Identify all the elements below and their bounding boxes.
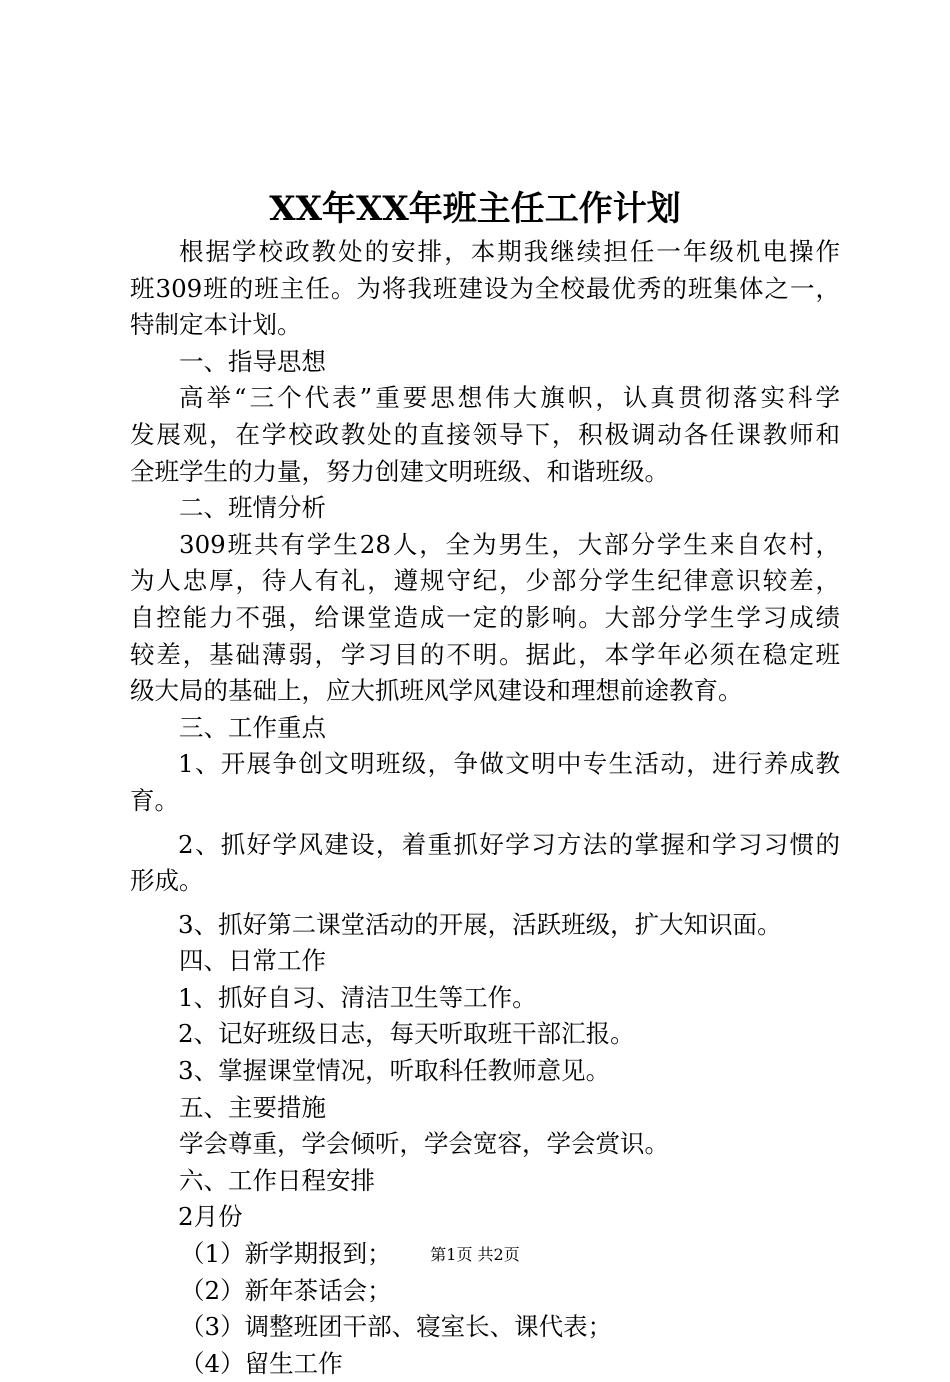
paragraph-line: 班309班的班主任。为将我班建设为全校最优秀的班集体之一， <box>130 273 840 303</box>
document-body <box>130 234 840 1382</box>
paragraph-line: 根据学校政教处的安排，本期我继续担任一年级机电操作 <box>179 237 840 266</box>
paragraph-line: 级大局的基础上，应大抓班风学风建设和理想前途教育。 <box>130 676 743 706</box>
list-item-line: 1、开展争创文明班级，争做文明中专生活动，进行养成教 <box>178 749 840 779</box>
paragraph-line: 309班共有学生28人，全为男生，大部分学生来自农村， <box>179 529 840 559</box>
section-heading: 二、班情分析 <box>179 493 326 523</box>
section-heading: 四、日常工作 <box>179 946 326 976</box>
list-item-line: 2、抓好学风建设，着重抓好学习方法的掌握和学习习惯的 <box>178 829 840 859</box>
list-item-line: 形成。 <box>130 866 204 896</box>
list-item-line: 3、抓好第二课堂活动的开展，活跃班级，扩大知识面。 <box>178 909 782 939</box>
schedule-item: （1）新学期报到； <box>180 1239 392 1269</box>
paragraph-line: 较差，基础薄弱，学习目的不明。据此，本学年必须在稳定班 <box>130 639 840 669</box>
page-footer: 第1页 共2页 <box>430 1245 520 1264</box>
schedule-item: （4）留生工作 <box>180 1348 343 1378</box>
page-title: XX年XX年班主任工作计划 <box>269 189 681 229</box>
paragraph-line: 全班学生的力量，努力创建文明班级、和谐班级。 <box>130 456 669 486</box>
section-heading: 五、主要措施 <box>179 1092 326 1122</box>
section-heading: 一、指导思想 <box>179 346 326 376</box>
list-item-line: 1、抓好自习、清洁卫生等工作。 <box>178 982 537 1012</box>
month-label: 2月份 <box>178 1202 243 1232</box>
list-item-line: 2、记好班级日志，每天听取班干部汇报。 <box>178 1019 635 1049</box>
list-item-line: 育。 <box>130 785 179 815</box>
paragraph-line: 自控能力不强，给课堂造成一定的影响。大部分学生学习成绩 <box>130 602 840 632</box>
paragraph-line: 学会尊重，学会倾听，学会宽容，学会赏识。 <box>179 1129 669 1159</box>
paragraph-line: 发展观，在学校政教处的直接领导下，积极调动各任课教师和 <box>130 419 840 449</box>
paragraph-line: 特制定本计划。 <box>130 310 302 340</box>
schedule-item: （3）调整班团干部、寝室长、课代表； <box>180 1312 613 1342</box>
section-heading: 三、工作重点 <box>179 712 326 742</box>
list-item-line: 3、掌握课堂情况，听取科任教师意见。 <box>178 1056 611 1086</box>
paragraph-line: 为人忠厚，待人有礼，遵规守纪，少部分学生纪律意识较差， <box>130 566 840 596</box>
schedule-item: （2）新年茶话会； <box>180 1275 392 1305</box>
section-heading: 六、工作日程安排 <box>179 1165 375 1195</box>
paragraph-line: 高举“三个代表”重要思想伟大旗帜，认真贯彻落实科学 <box>179 383 840 413</box>
